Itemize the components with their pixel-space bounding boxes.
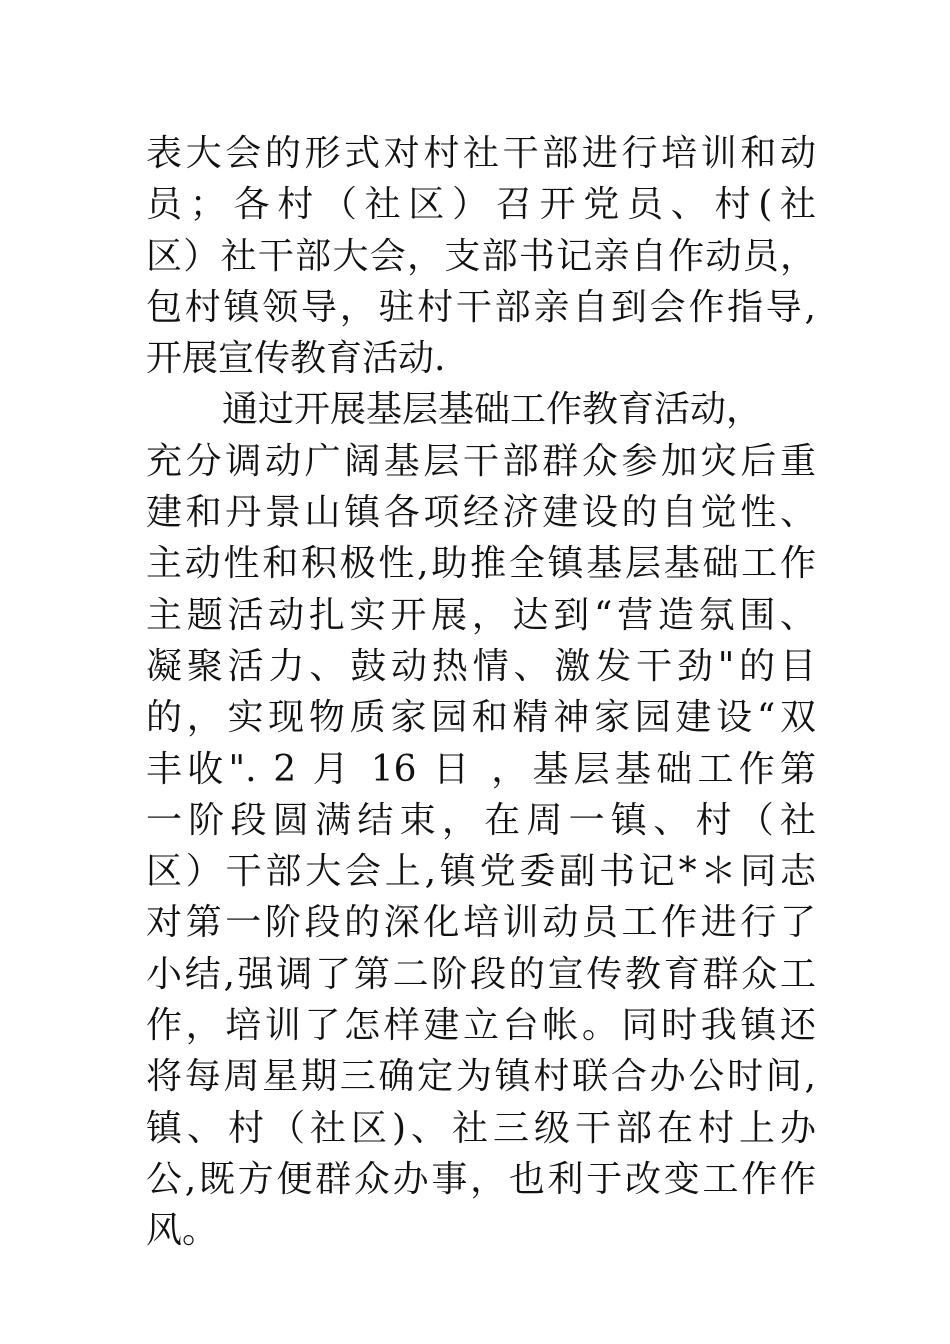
paragraph-line: 主题活动扎实开展，达到“营造氛围、 — [146, 594, 816, 636]
paragraph-line: 员；各村（社区）召开党员、村(社 — [146, 184, 816, 226]
paragraph-line: 小结,强调了第二阶段的宣传教育群众工 — [146, 953, 816, 995]
paragraph-1 — [146, 128, 816, 384]
paragraph-line: 风。 — [146, 1210, 219, 1252]
paragraph-line: 作，培训了怎样建立台帐。同时我镇还 — [146, 1005, 816, 1047]
paragraph-line: 包村镇领导，驻村干部亲自到会作指导, — [146, 286, 816, 328]
paragraph-line: 主动性和积极性,助推全镇基层基础工作 — [146, 543, 816, 585]
paragraph-line: 区）干部大会上,镇党委副书记*＊同志 — [146, 851, 816, 893]
paragraph-line: 丰收". 2 月 16 日 ，基层基础工作第 — [146, 748, 816, 790]
paragraph-line: 开展宣传教育活动. — [146, 338, 446, 380]
paragraph-line: 一阶段圆满结束，在周一镇、村（社 — [146, 799, 816, 841]
paragraph-line: 将每周星期三确定为镇村联合办公时间, — [146, 1056, 816, 1098]
paragraph-line: 表大会的形式对村社干部进行培训和动 — [146, 133, 816, 174]
paragraph-line: 的，实现物质家园和精神家园建设“双 — [146, 697, 816, 739]
paragraph-line: 建和丹景山镇各项经济建设的自觉性、 — [146, 492, 816, 534]
paragraph-line: 凝聚活力、鼓动热情、激发干劲"的目 — [146, 645, 816, 687]
paragraph-line: 镇、村（社区)、社三级干部在村上办 — [146, 1107, 816, 1149]
paragraph-line: 充分调动广阔基层干部群众参加灾后重 — [146, 440, 816, 482]
paragraph-line: 对第一阶段的深化培训动员工作进行了 — [146, 902, 816, 944]
paragraph-2 — [146, 384, 816, 1256]
paragraph-line: 公,既方便群众办事，也利于改变工作作 — [146, 1158, 816, 1200]
paragraph-line: 通过开展基层基础工作教育活动， — [222, 389, 763, 431]
body-text — [146, 128, 816, 1257]
paragraph-line: 区）社干部大会，支部书记亲自作动员， — [146, 235, 816, 277]
